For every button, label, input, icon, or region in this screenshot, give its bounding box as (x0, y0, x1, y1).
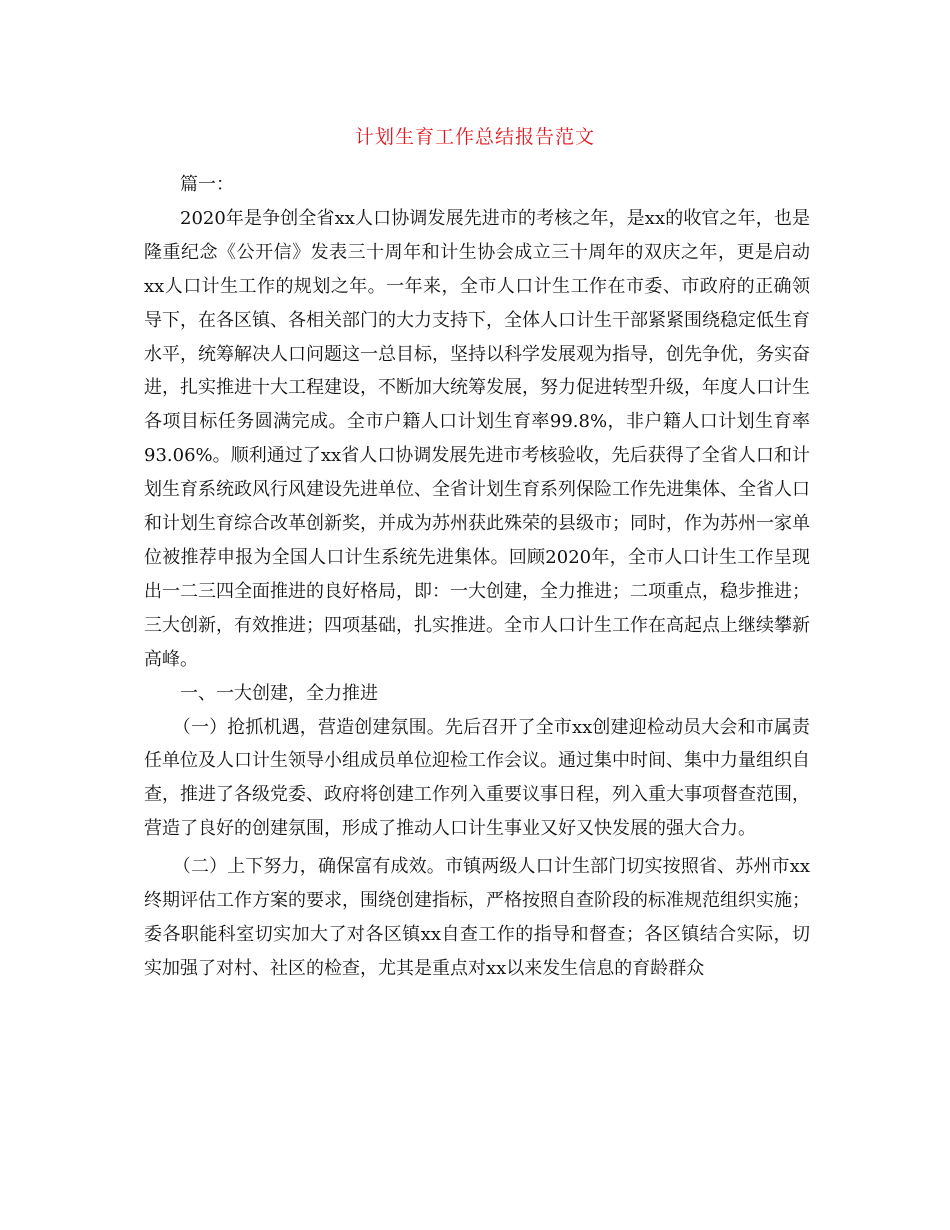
section-heading: 一、一大创建，全力推进 (180, 682, 378, 704)
section-label: 篇一： (180, 174, 234, 195)
document-title: 计划生育工作总结报告范文 (354, 126, 595, 148)
paragraph-item-1: （一）抢抓机遇，营造创建氛围。先后召开了全市xx创建迎检动员大会和市属责任单位及人口计生领导小组成员单位迎检工作会议。通过集中时间、集中力量组织自查，推进了各级党委、政府将创建工作列入重要议事日程，列入重大事项督查范围，营造了良好的创建氛围，形成了推动人口计生事业又好又快发展的强大合力。 (144, 716, 810, 840)
document-body (144, 168, 810, 986)
paragraph-item-2: （二）上下努力，确保富有成效。市镇两级人口计生部门切实按照省、苏州市xx终期评估工作方案的要求，围绕创建指标，严格按照自查阶段的标准规范组织实施；委各职能科室切实加大了对各区镇xx自查工作的指导和督查；各区镇结合实际，切实加强了对村、社区的检查，尤其是重点对xx以来发生信息的育龄群众 (144, 856, 810, 979)
paragraph-intro: 2020年是争创全省xx人口协调发展先进市的考核之年，是xx的收官之年，也是隆重纪念《公开信》发表三十周年和计生协会成立三十周年的双庆之年，更是启动xx人口计生工作的规划之年。一年来，全市人口计生工作在市委、市政府的正确领导下，在各区镇、各相关部门的大力支持下，全体人口计生干部紧紧围绕稳定低生育水平，统筹解决人口问题这一总目标，坚持以科学发展观为指导，创先争优，务实奋进，扎实推进十大工程建设，不断加大统筹发展，努力促进转型升级，年度人口计生各项目标任务圆满完成。全市户籍人口计划生育率99.8%，非户籍人口计划生育率93.06%。顺利通过了xx省人口协调发展先进市考核验收，先后获得了全省人口和计划生育系统政风行风建设先进单位、全省计划生育系列保险工作先进集体、全省人口和计划生育综合改革创新奖，并成为苏州获此殊荣的县级市；同时，作为苏州一家单位被推荐申报为全国人口计生系统先进集体。回顾2020年，全市人口计生工作呈现出一二三四全面推进的良好格局，即：一大创建，全力推进；二项重点，稳步推进；三大创新，有效推进；四项基础，扎实推进。全市人口计生工作在高起点上继续攀新高峰。 (144, 207, 810, 670)
